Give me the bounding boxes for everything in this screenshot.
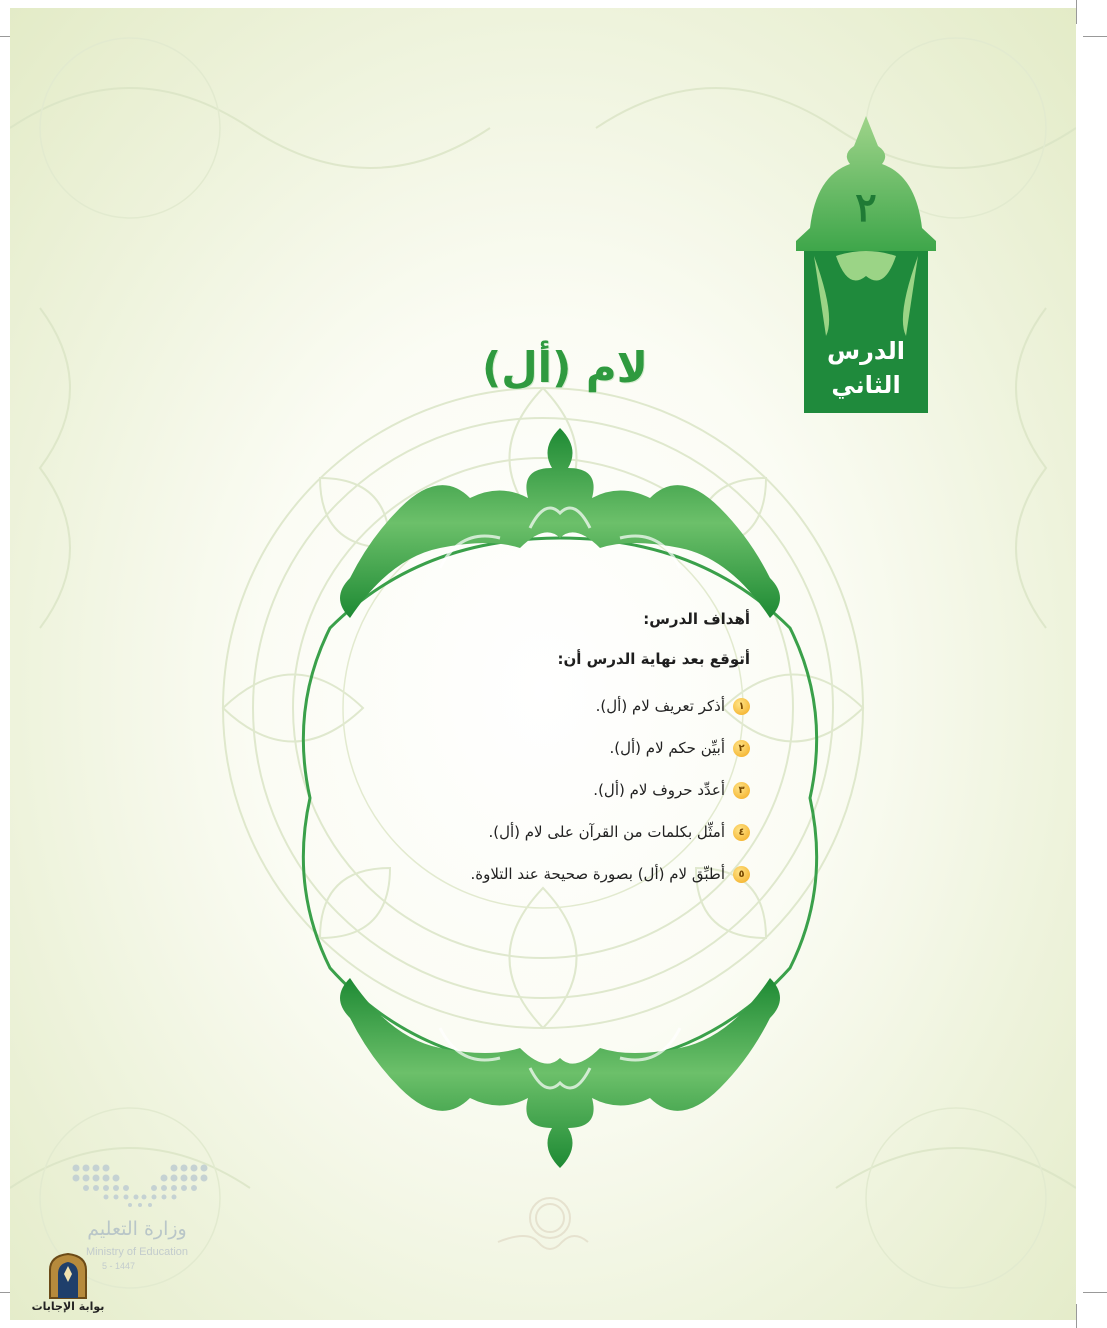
ministry-year: 5 - 1447 bbox=[102, 1261, 136, 1271]
objective-item bbox=[350, 692, 750, 720]
lesson-number: ٢ bbox=[855, 184, 877, 231]
lesson-badge bbox=[796, 116, 936, 416]
crop-mark bbox=[1083, 36, 1107, 37]
lesson-objectives bbox=[350, 610, 750, 902]
objective-text: أعدِّد حروف لام (أل). bbox=[593, 781, 725, 799]
answers-portal-watermark bbox=[28, 1252, 108, 1322]
objective-text: أبيِّن حكم لام (أل). bbox=[609, 739, 725, 757]
portal-text: بوابة الإجابات bbox=[31, 1300, 105, 1313]
objective-text: أذكر تعريف لام (أل). bbox=[595, 697, 725, 715]
portal-gate-icon bbox=[28, 1252, 108, 1300]
objective-item bbox=[350, 734, 750, 762]
objective-item bbox=[350, 776, 750, 804]
crop-mark bbox=[1076, 0, 1077, 24]
objectives-heading: أهداف الدرس: bbox=[643, 610, 750, 628]
crop-mark bbox=[1076, 1304, 1077, 1328]
lesson-label: الدرس الثاني bbox=[826, 337, 906, 399]
ministry-name-arabic: وزارة التعليم bbox=[87, 1218, 187, 1240]
ministry-name-english: Ministry of Education bbox=[85, 1246, 189, 1258]
objective-number: ٣ bbox=[733, 782, 750, 799]
lesson-title: لام (أل) bbox=[482, 343, 648, 392]
textbook-page bbox=[10, 8, 1076, 1320]
objectives-list bbox=[350, 692, 750, 888]
crop-mark bbox=[1083, 1292, 1107, 1293]
objective-text: أمثِّل بكلمات من القرآن على لام (أل). bbox=[488, 823, 725, 841]
objective-text: أطبِّق لام (أل) بصورة صحيحة عند التلاوة. bbox=[470, 865, 725, 883]
page-number-ornament bbox=[488, 1190, 598, 1260]
objective-number: ٤ bbox=[733, 824, 750, 841]
objective-item bbox=[350, 818, 750, 846]
objective-number: ٢ bbox=[733, 740, 750, 757]
objective-number: ٥ bbox=[733, 866, 750, 883]
ministry-emblem bbox=[70, 1162, 210, 1212]
objectives-intro: أتوقع بعد نهاية الدرس أن: bbox=[557, 650, 750, 668]
objective-item bbox=[350, 860, 750, 888]
objective-number: ١ bbox=[733, 698, 750, 715]
